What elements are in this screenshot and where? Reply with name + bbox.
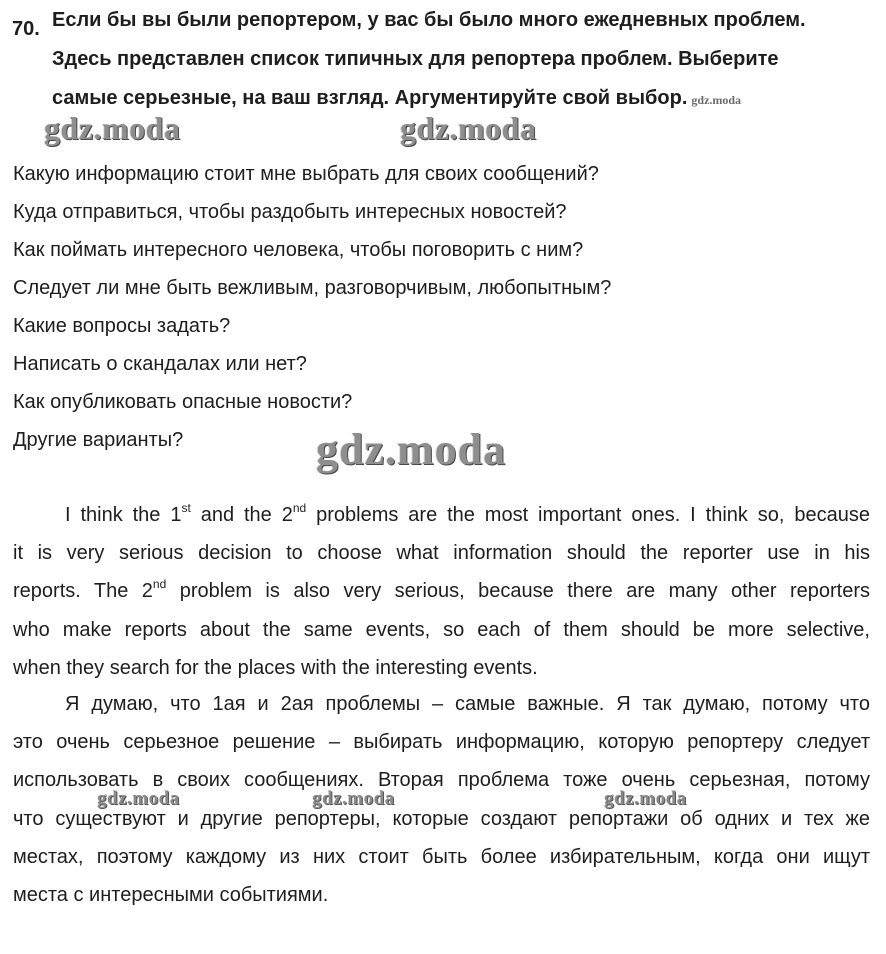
watermark: gdz.moda [316, 425, 507, 474]
question-list [13, 155, 611, 459]
answer-line [13, 572, 870, 610]
question-item: Другие варианты? [13, 429, 184, 451]
question-item: Как опубликовать опасные новости? [13, 391, 353, 413]
watermark: gdz.moda [400, 110, 537, 146]
task-line: Если бы вы были репортером, у вас бы было много ежедневных проблем. [52, 9, 806, 31]
answer-line: who make reports about the same events, so each of them should be more selective, [13, 618, 870, 641]
question-item: Какие вопросы задать? [13, 315, 231, 337]
answer-line: местах, поэтому каждому из них стоит быть более избирательным, когда они ищут [13, 845, 870, 868]
task-line-text: самые серьезные, на ваш взгляд. Аргументируйте свой выбор. [52, 87, 688, 109]
text: and the 2 [190, 504, 293, 526]
answer-line: Я думаю, что 1ая и 2ая проблемы – самые важные. Я так думаю, потому что [65, 693, 870, 715]
answer-line: что существуют и другие репортеры, которые создают репортажи об одних и тех же [13, 807, 870, 830]
task-number: 70. [12, 18, 40, 40]
question-item: Следует ли мне быть вежливым, разговорчивым, любопытным? [13, 277, 612, 299]
text: problem is also very serious, because there are many other reporters [166, 580, 871, 603]
watermark: gdz.moda [604, 788, 687, 809]
ordinal-suffix: nd [292, 501, 307, 515]
ordinal-suffix: nd [152, 577, 167, 592]
text: problems are the most important ones. I think so, because [306, 504, 871, 526]
answer-line: использовать в своих сообщениях. Вторая проблема тоже очень серьезная, потому [13, 769, 870, 792]
answer-line: it is very serious decision to choose what information should the reporter use in his [13, 542, 870, 565]
question-item: Какую информацию стоит мне выбрать для своих сообщений? [13, 163, 599, 185]
text: reports. The 2 [13, 580, 153, 603]
question-item: Написать о скандалах или нет? [13, 353, 307, 375]
watermark: gdz.moda [312, 788, 395, 809]
task-line: Здесь представлен список типичных для репортера проблем. Выберите [52, 48, 779, 70]
ordinal-suffix: st [181, 501, 191, 515]
answer-line [13, 496, 870, 534]
watermark: gdz.moda [44, 110, 181, 146]
answer-line: места с интересными событиями. [13, 883, 329, 906]
task-statement [52, 0, 882, 118]
answer-line: это очень серьезное решение – выбирать информацию, которую репортеру следует [13, 731, 870, 754]
watermark-inline: gdz.moda [691, 93, 742, 107]
question-item: Куда отправиться, чтобы раздобыть интересных новостей? [13, 201, 567, 223]
english-answer [13, 496, 870, 687]
watermark: gdz.moda [97, 788, 180, 809]
answer-line: when they search for the places with the interesting events. [13, 656, 538, 679]
question-item: Как поймать интересного человека, чтобы поговорить с ним? [13, 239, 584, 261]
text: I think the 1 [65, 504, 182, 526]
